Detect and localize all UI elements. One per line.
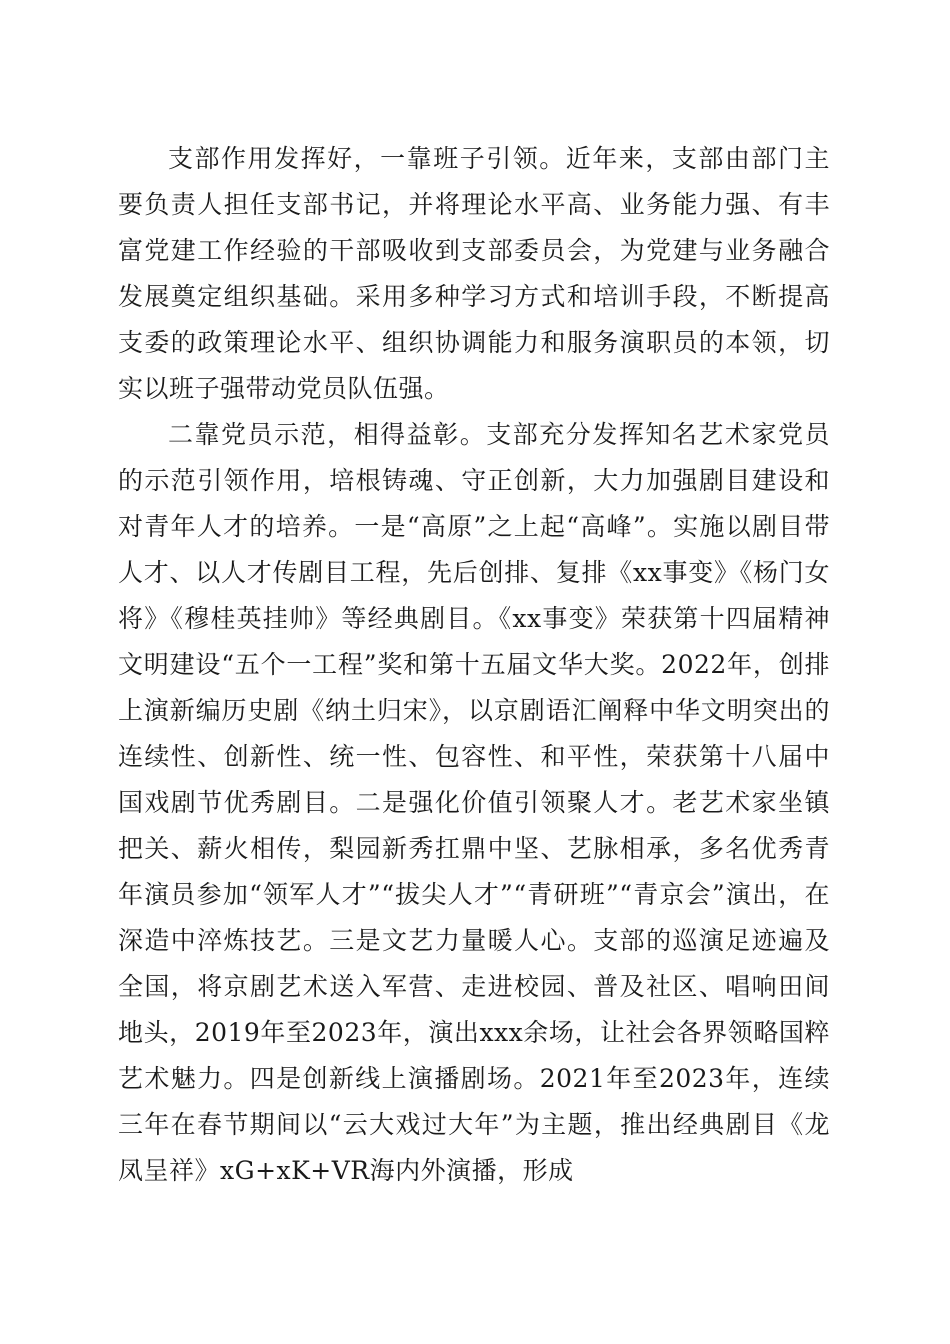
paragraph-leadership: 支部作用发挥好，一靠班子引领。近年来，支部由部门主要负责人担任支部书记，并将理论水平高、业务能力强、有丰富党建工作经验的干部吸收到支部委员会，为党建与业务融合发展奠定组织基础。采用多种学习方式和培训手段，不断提高支委的政策理论水平、组织协调能力和服务演职员的本领，切实以班子强带动党员队伍强。 <box>118 144 830 403</box>
paragraph-party-member-demonstration: 二靠党员示范，相得益彰。支部充分发挥知名艺术家党员的示范引领作用，培根铸魂、守正创新，大力加强剧目建设和对青年人才的培养。一是“高原”之上起“高峰”。实施以剧目带人才、以人才传剧目工程，先后创排、复排《xx事变》《杨门女将》《穆桂英挂帅》等经典剧目。《xx事变》荣获第十四届精神文明建设“五个一工程”奖和第十五届文华大奖。2022年，创排上演新编历史剧《纳土归宋》，以京剧语汇阐释中华文明突出的连续性、创新性、统一性、包容性、和平性，荣获第十八届中国戏剧节优秀剧目。二是强化价值引领聚人才。老艺术家坐镇把关、薪火相传，梨园新秀扛鼎中坚、艺脉相承，多名优秀青年演员参加“领军人才”“拔尖人才”“青研班”“青京会”演出，在深造中淬炼技艺。三是文艺力量暖人心。支部的巡演足迹遍及全国，将京剧艺术送入军营、走进校园、普及社区、唱响田间地头，2019年至2023年，演出xxx余场，让社会各界领略国粹艺术魅力。四是创新线上演播剧场。2021年至2023年，连续三年在春节期间以“云大戏过大年”为主题，推出经典剧目《龙凤呈祥》xG+xK+VR海内外演播，形成 <box>118 420 830 1185</box>
document-body <box>118 136 830 1194</box>
